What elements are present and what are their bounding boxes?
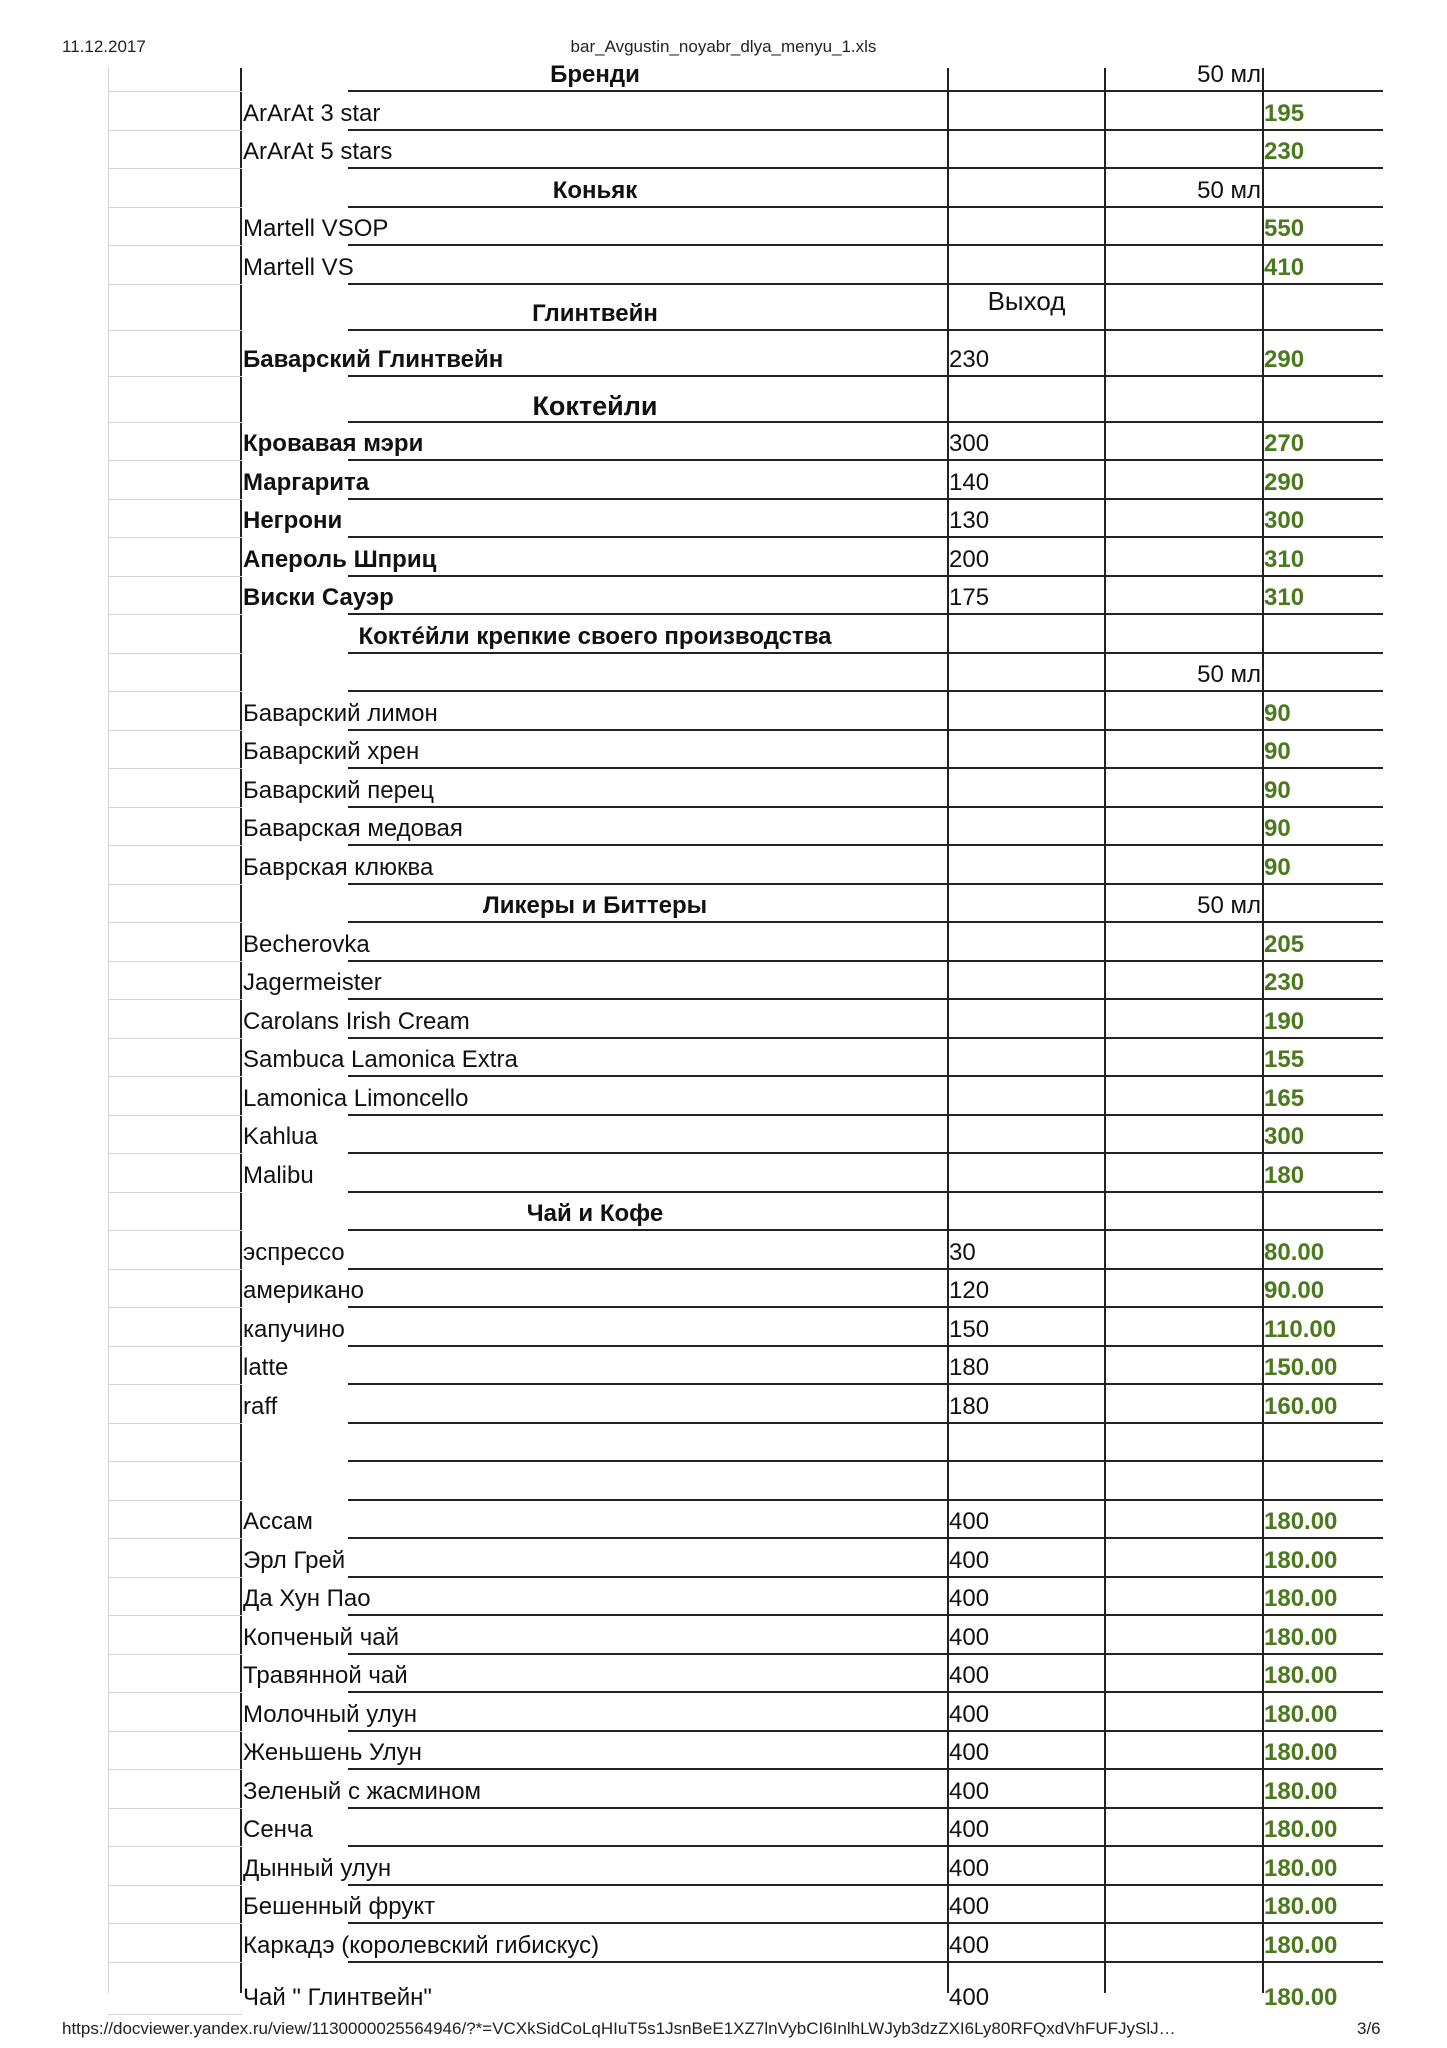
table-row [108, 731, 1383, 770]
item-name: Эрл Грей [243, 1546, 346, 1574]
section-header-row [108, 1193, 1383, 1232]
page-url: https://docviewer.yandex.ru/view/1130000025564946/?*=VCXkSidCoLqHIuT5s1JsnBeE1XZ7lnVybCI6InlhLWJyb3dzZXI6Ly80RFQxdVhFUFJySlJ… [62, 2019, 1176, 2038]
table-row [108, 1616, 1383, 1655]
table-row [108, 1347, 1383, 1386]
item-price: 180.00 [1264, 1931, 1338, 1959]
table-row [108, 1655, 1383, 1694]
item-name: Malibu [243, 1161, 314, 1189]
item-name: Апероль Шприц [243, 545, 437, 573]
section-header-row [108, 654, 1383, 693]
item-price: 290 [1264, 345, 1305, 373]
item-name: Баварский Глинтвейн [243, 345, 504, 373]
item-output: 400 [949, 1983, 990, 2011]
item-name: Дынный улун [243, 1854, 392, 1882]
item-name: Бешенный фрукт [243, 1893, 436, 1920]
table-row [108, 1809, 1383, 1848]
section-header-row [108, 377, 1383, 423]
item-output: 130 [949, 507, 990, 534]
table-row [108, 1732, 1383, 1771]
table-row [108, 1501, 1383, 1540]
item-output: 30 [949, 1238, 976, 1266]
table-row [108, 1077, 1383, 1116]
item-price: 180 [1264, 1161, 1305, 1189]
item-name: капучино [243, 1315, 345, 1343]
item-name: Jagermeister [243, 969, 382, 996]
item-name: latte [243, 1354, 289, 1381]
item-price: 160.00 [1264, 1392, 1338, 1420]
item-price: 205 [1264, 930, 1305, 958]
item-price: 180.00 [1264, 1893, 1338, 1920]
sheet-row-gridline [108, 2014, 242, 2015]
item-price: 300 [1264, 1123, 1305, 1150]
item-price: 310 [1264, 584, 1305, 611]
item-output: 120 [949, 1277, 990, 1304]
table-row [108, 461, 1383, 500]
item-name: Виски Сауэр [243, 584, 394, 611]
table-row [108, 1539, 1383, 1578]
item-output: 175 [949, 584, 990, 611]
item-name: Sambuca Lamonica Extra [243, 1046, 518, 1073]
blank-row [108, 1462, 1383, 1501]
item-output: 400 [949, 1739, 990, 1766]
table-row [108, 1154, 1383, 1193]
item-output: 400 [949, 1662, 990, 1689]
item-price: 230 [1264, 138, 1305, 165]
section-header-row [108, 885, 1383, 924]
volume-label: 50 мл [1197, 61, 1261, 88]
item-price: 180.00 [1264, 1816, 1338, 1843]
table-row [108, 538, 1383, 577]
table-row [108, 846, 1383, 885]
item-name: Ассам [243, 1508, 313, 1535]
item-name: Carolans Irish Cream [243, 1007, 470, 1035]
table-row [108, 1693, 1383, 1732]
item-output: 400 [949, 1931, 990, 1959]
item-price: 180.00 [1264, 1623, 1338, 1651]
table-row [108, 577, 1383, 616]
table-row [108, 331, 1383, 377]
item-name: Травянной чай [243, 1662, 408, 1689]
item-output: 180 [949, 1354, 990, 1381]
section-header-row [108, 615, 1383, 654]
item-name: Lamonica Limoncello [243, 1084, 469, 1112]
item-name: Молочный улун [243, 1700, 417, 1728]
item-name: Сенча [243, 1816, 313, 1843]
item-name: Becherovka [243, 930, 370, 958]
table-row [108, 131, 1383, 170]
item-price: 180.00 [1264, 1585, 1338, 1612]
item-output: 400 [949, 1546, 990, 1574]
print-date: 11.12.2017 [62, 37, 146, 56]
item-price: 550 [1264, 215, 1305, 242]
item-name: Martell VS [243, 253, 354, 281]
item-price: 300 [1264, 507, 1305, 534]
item-name: Маргарита [243, 468, 370, 496]
item-price: 180.00 [1264, 1508, 1338, 1535]
table-row [108, 208, 1383, 247]
item-name: raff [243, 1392, 278, 1420]
section-title: Ликеры и Биттеры [482, 892, 708, 919]
item-price: 180.00 [1264, 1700, 1338, 1728]
item-price: 90 [1264, 738, 1291, 765]
item-output: 300 [949, 430, 990, 457]
item-price: 80.00 [1264, 1238, 1325, 1266]
table-row [108, 1924, 1383, 1963]
item-output: 180 [949, 1392, 990, 1420]
item-name: Martell VSOP [243, 215, 389, 242]
item-name: Зеленый с жасмином [243, 1777, 482, 1805]
item-price: 90.00 [1264, 1277, 1325, 1304]
table-row [108, 923, 1383, 962]
item-name: Да Хун Пао [243, 1585, 371, 1612]
item-price: 230 [1264, 969, 1305, 996]
table-row [108, 769, 1383, 808]
item-price: 165 [1264, 1084, 1305, 1112]
item-name: Баварский хрен [243, 738, 420, 765]
item-price: 90 [1264, 699, 1291, 727]
item-output: 400 [949, 1508, 990, 1535]
item-output: 400 [949, 1623, 990, 1651]
item-output: 400 [949, 1585, 990, 1612]
item-name: Баварский перец [243, 776, 435, 804]
item-price: 410 [1264, 253, 1305, 281]
item-price: 110.00 [1264, 1315, 1337, 1343]
item-price: 180.00 [1264, 1546, 1338, 1574]
item-name: Баварский лимон [243, 699, 438, 727]
table-row [108, 246, 1383, 285]
item-price: 180.00 [1264, 1662, 1338, 1689]
item-output: 400 [949, 1893, 990, 1920]
section-title: Коктéйли крепкие своего производства [358, 622, 832, 650]
table-row [108, 692, 1383, 731]
item-output: 400 [949, 1854, 990, 1882]
item-name: Чай " Глинтвейн" [243, 1983, 432, 2011]
item-output: 150 [949, 1315, 990, 1343]
table-row [108, 1578, 1383, 1617]
item-name: Копченый чай [243, 1623, 400, 1651]
volume-label: 50 мл [1197, 892, 1261, 919]
table-row [108, 1847, 1383, 1886]
item-price: 90 [1264, 853, 1291, 881]
section-title: Коньяк [552, 176, 638, 204]
output-column-title: Выход [987, 285, 1066, 316]
blank-row [108, 1424, 1383, 1463]
page-number: 3/6 [1357, 2019, 1381, 2038]
section-title: Коктейли [532, 390, 658, 421]
table-row [108, 423, 1383, 462]
table-row [108, 1886, 1383, 1925]
item-price: 180.00 [1264, 1854, 1338, 1882]
item-name: ArArAt 5 stars [243, 138, 393, 165]
section-title: Глинтвейн [532, 299, 658, 327]
section-header-row [108, 285, 1383, 331]
item-price: 290 [1264, 468, 1305, 496]
item-name: Негрони [243, 507, 343, 534]
item-output: 400 [949, 1777, 990, 1805]
item-name: Баврская клюква [243, 853, 434, 881]
item-name: ArArAt 3 star [243, 99, 381, 127]
table-row [108, 1308, 1383, 1347]
item-price: 180.00 [1264, 1777, 1338, 1805]
section-title: Бренди [550, 61, 640, 88]
item-output: 400 [949, 1700, 990, 1728]
document-title: bar_Avgustin_noyabr_dlya_menyu_1.xls [570, 37, 877, 56]
section-title: Чай и Кофе [526, 1200, 664, 1227]
item-price: 270 [1264, 430, 1305, 457]
table-row [108, 1116, 1383, 1155]
item-output: 400 [949, 1816, 990, 1843]
section-header-row [108, 40, 1383, 92]
item-price: 150.00 [1264, 1354, 1338, 1381]
item-output: 230 [949, 345, 990, 373]
item-price: 155 [1264, 1046, 1305, 1073]
item-name: эспрессо [243, 1238, 345, 1266]
table-row [108, 962, 1383, 1001]
item-price: 180.00 [1264, 1739, 1338, 1766]
item-output: 140 [949, 468, 990, 496]
volume-label: 50 мл [1197, 661, 1261, 688]
table-row [108, 1770, 1383, 1809]
item-price: 190 [1264, 1007, 1305, 1035]
item-name: Кровавая мэри [243, 430, 424, 457]
volume-label: 50 мл [1197, 176, 1261, 204]
section-header-row [108, 169, 1383, 208]
item-price: 195 [1264, 99, 1305, 127]
item-name: Женьшень Улун [243, 1739, 422, 1766]
table-row [108, 1963, 1383, 2015]
item-name: Баварская медовая [243, 815, 463, 842]
table-row [108, 1231, 1383, 1270]
item-output: 200 [949, 545, 990, 573]
table-row [108, 1270, 1383, 1309]
table-row [108, 500, 1383, 539]
table-row [108, 92, 1383, 131]
table-row [108, 1385, 1383, 1424]
item-name: Каркадэ (королевский гибискус) [243, 1931, 600, 1959]
item-price: 310 [1264, 545, 1305, 573]
table-row [108, 1000, 1383, 1039]
item-price: 90 [1264, 776, 1291, 804]
item-price: 180.00 [1264, 1983, 1338, 2011]
item-name: американо [243, 1277, 364, 1304]
item-price: 90 [1264, 815, 1291, 842]
item-name: Kahlua [243, 1123, 318, 1150]
table-row [108, 1039, 1383, 1078]
table-row [108, 808, 1383, 847]
